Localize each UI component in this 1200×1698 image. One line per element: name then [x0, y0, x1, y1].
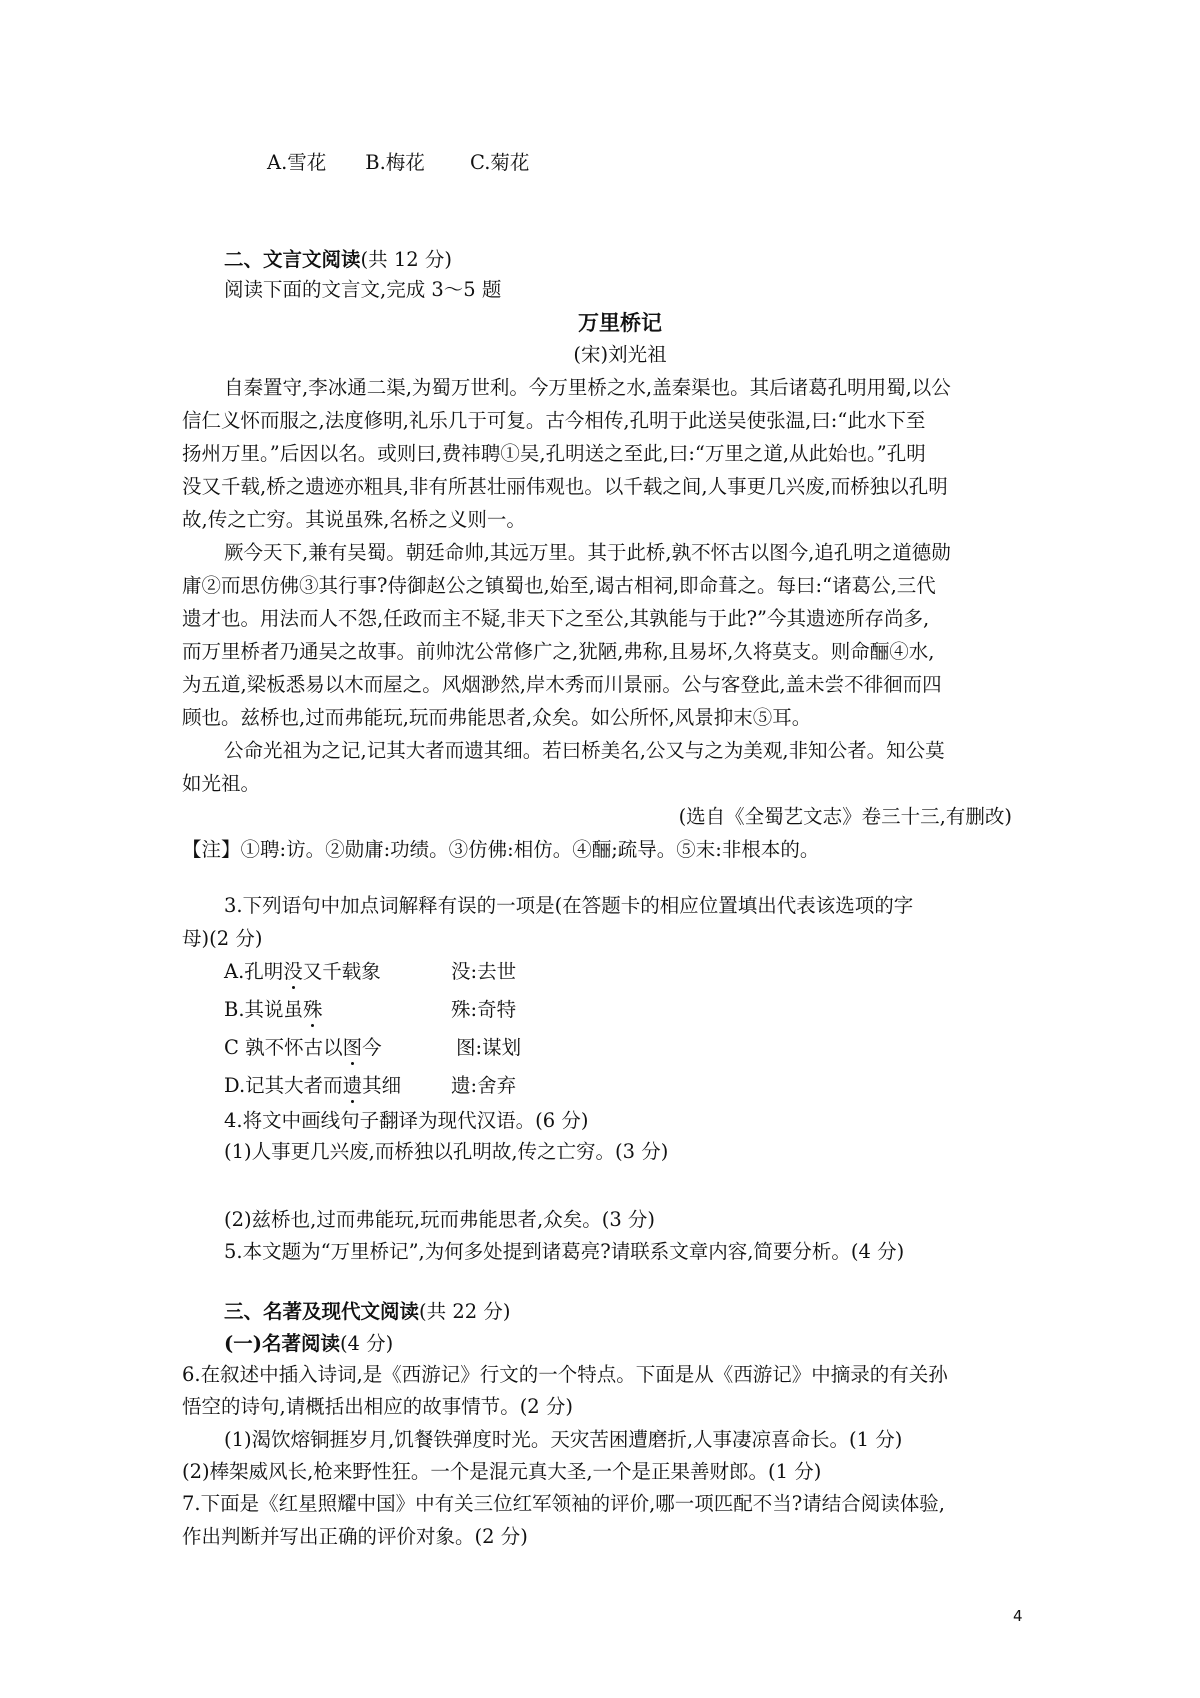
- q4-sentence-2: (2)兹桥也,过而弗能玩,玩而弗能思者,众矣。(3 分): [224, 1208, 656, 1231]
- q7-stem-cont: 作出判断并写出正确的评价对象。(2 分): [182, 1525, 528, 1548]
- q3-stem: 3.下列语句中加点词解释有误的一项是(在答题卡的相应位置填出代表该选项的字: [224, 894, 914, 917]
- passage-line: 信仁义怀而服之,法度修明,礼乐几于可复。古今相传,孔明于此送吴使张温,曰:“此水下至: [182, 409, 926, 432]
- passage-line: 扬州万里。”后因以名。或则曰,费祎聘①吴,孔明送之至此,曰:“万里之道,从此始也。”孔明: [182, 442, 926, 465]
- q6-stem-cont: 悟空的诗句,请概括出相应的故事情节。(2 分): [182, 1395, 574, 1418]
- q6-poem-1: (1)渴饮熔铜捱岁月,饥餐铁弹度时光。天灾苦困遭磨折,人事凄凉喜命长。(1 分): [224, 1428, 903, 1451]
- q3-option-a-gloss: 没:去世: [451, 960, 517, 983]
- passage-line: 而万里桥者乃通吴之故事。前帅沈公常修广之,犹陋,弗称,且易坏,久将莫支。则命酾④水,: [182, 640, 935, 663]
- passage-line: 如光祖。: [182, 772, 261, 795]
- passage-line: 公命光祖为之记,记其大者而遗其细。若曰桥美名,公又与之为美观,非知公者。知公莫: [224, 739, 945, 762]
- page-number: 4: [1013, 1607, 1023, 1625]
- passage-title: 万里桥记: [578, 310, 662, 335]
- q3-option-d: D.记其大者而遗其细: [224, 1074, 402, 1097]
- q3-option-a: A.孔明没又千载象: [224, 960, 381, 983]
- passage-author: (宋)刘光祖: [573, 343, 667, 366]
- q3-option-b-gloss: 殊:奇特: [451, 998, 517, 1021]
- section2-heading: 二、文言文阅读(共 12 分): [224, 248, 452, 271]
- passage-line: 故,传之亡穷。其说虽殊,名桥之义则一。: [182, 508, 526, 531]
- passage-line: 为五道,梁板悉易以木而屋之。风烟渺然,岸木秀而川景丽。公与客登此,盖未尝不徘徊而四: [182, 673, 942, 696]
- q3-option-d-gloss: 遗:舍弃: [451, 1074, 517, 1097]
- q6-stem: 6.在叙述中插入诗词,是《西游记》行文的一个特点。下面是从《西游记》中摘录的有关孙: [182, 1363, 948, 1386]
- passage-line: 没又千载,桥之遗迹亦粗具,非有所甚壮丽伟观也。以千载之间,人事更几兴废,而桥独以孔明: [182, 475, 948, 498]
- section3-sub1: (一)名著阅读(4 分): [224, 1332, 394, 1355]
- q6-poem-2: (2)棒架威风长,枪来野性狂。一个是混元真大圣,一个是正果善财郎。(1 分): [182, 1460, 822, 1483]
- passage-source: (选自《全蜀艺文志》卷三十三,有删改): [678, 805, 1012, 828]
- section3-heading: 三、名著及现代文阅读(共 22 分): [224, 1300, 511, 1323]
- q3-option-c-gloss: 图:谋划: [456, 1036, 522, 1059]
- passage-line: 遗才也。用法而人不怨,任政而主不疑,非天下之至公,其孰能与于此?”今其遗迹所存尚多,: [182, 607, 930, 630]
- q3-option-b: B.其说虽殊: [224, 998, 323, 1021]
- q4-sentence-1: (1)人事更几兴废,而桥独以孔明故,传之亡穷。(3 分): [224, 1140, 669, 1163]
- q7-stem: 7.下面是《红星照耀中国》中有关三位红军领袖的评价,哪一项匹配不当?请结合阅读体验,: [182, 1492, 945, 1515]
- q3-stem-cont: 母)(2 分): [182, 927, 263, 950]
- q5-stem: 5.本文题为“万里桥记”,为何多处提到诸葛亮?请联系文章内容,简要分析。(4 分): [224, 1240, 905, 1263]
- passage-line: 顾也。兹桥也,过而弗能玩,玩而弗能思者,众矣。如公所怀,风景抑末⑤耳。: [182, 706, 812, 729]
- section2-instruction: 阅读下面的文言文,完成 3～5 题: [224, 278, 502, 301]
- passage-line: 庸②而思仿佛③其行事?侍御赵公之镇蜀也,始至,谒古相祠,即命葺之。每曰:“诸葛公,三代: [182, 574, 936, 597]
- passage-line: 厥今天下,兼有吴蜀。朝廷命帅,其远万里。其于此桥,孰不怀古以图今,追孔明之道德勋: [224, 541, 951, 564]
- passage-line: 自秦置守,李冰通二渠,为蜀万世利。今万里桥之水,盖秦渠也。其后诸葛孔明用蜀,以公: [224, 376, 951, 399]
- q3-option-c: C 孰不怀古以图今: [224, 1036, 382, 1059]
- passage-note: 【注】①聘:访。②勋庸:功绩。③仿佛:相仿。④酾;疏导。⑤末:非根本的。: [182, 838, 820, 861]
- q4-stem: 4.将文中画线句子翻译为现代汉语。(6 分): [224, 1109, 589, 1132]
- q2-options: A.雪花 B.梅花 C.菊花: [267, 151, 530, 174]
